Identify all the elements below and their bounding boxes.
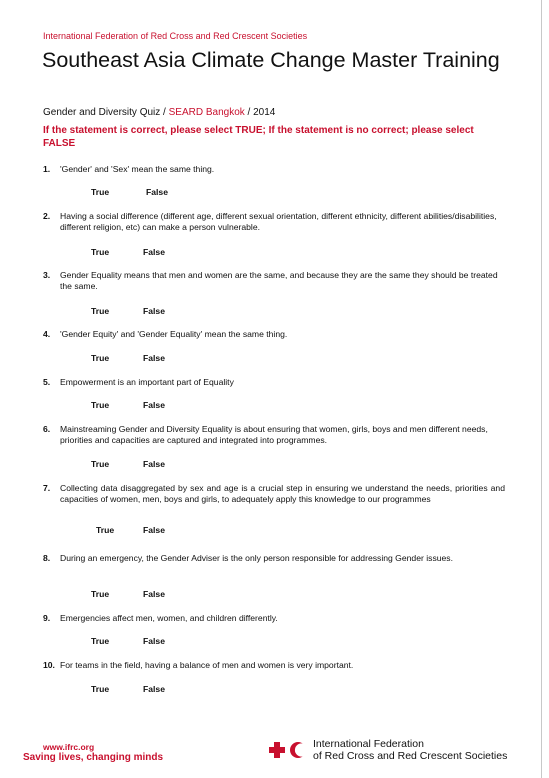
- true-option[interactable]: True: [91, 306, 110, 316]
- question-6: [43, 424, 505, 446]
- question-number: 10.: [43, 660, 55, 670]
- question-number: 5.: [43, 377, 51, 387]
- true-option[interactable]: True: [91, 187, 110, 197]
- false-option[interactable]: False: [143, 247, 165, 257]
- true-option[interactable]: True: [91, 400, 110, 410]
- question-10: [43, 660, 505, 671]
- question-9: [43, 613, 505, 624]
- question-number: 1.: [43, 164, 51, 174]
- question-text: Empowerment is an important part of Equality: [60, 377, 234, 387]
- footer-org-line-2: of Red Cross and Red Crescent Societies: [313, 750, 508, 762]
- red-cross-red-crescent-emblem: [267, 740, 309, 760]
- red-cross-icon: [269, 742, 285, 758]
- false-option[interactable]: False: [143, 306, 165, 316]
- footer-website-link[interactable]: www.ifrc.org: [43, 742, 95, 752]
- question-number: 3.: [43, 270, 51, 280]
- question-8: [43, 553, 505, 564]
- question-7: [43, 483, 505, 505]
- false-option[interactable]: False: [146, 187, 168, 197]
- quiz-name: Gender and Diversity Quiz: [43, 107, 161, 118]
- footer-org-line-1: International Federation: [313, 738, 424, 750]
- question-4: [43, 329, 505, 340]
- question-text: Emergencies affect men, women, and children differently.: [60, 613, 278, 623]
- question-text: 'Gender Equity' and 'Gender Equality' mean the same thing.: [60, 329, 288, 339]
- question-number: 6.: [43, 424, 51, 434]
- question-text: 'Gender' and 'Sex' mean the same thing.: [60, 164, 215, 174]
- false-option[interactable]: False: [143, 589, 165, 599]
- subtitle-separator: /: [160, 107, 169, 118]
- quiz-location: SEARD Bangkok: [168, 107, 245, 118]
- question-text: During an emergency, the Gender Adviser is the only person responsible for addressing Gender issues.: [60, 553, 453, 563]
- true-option[interactable]: True: [91, 459, 110, 469]
- footer-tagline: Saving lives, changing minds: [23, 752, 164, 763]
- question-number: 2.: [43, 211, 51, 221]
- question-text: Collecting data disaggregated by sex and age is a crucial step in ensuring we understand the needs, priorities and capacities of women, men, boys and girls, to adequately apply this knowledge to our programmes: [60, 483, 505, 504]
- question-number: 9.: [43, 613, 51, 623]
- false-option[interactable]: False: [143, 684, 165, 694]
- true-option[interactable]: True: [91, 353, 110, 363]
- page-title: Southeast Asia Climate Change Master Training: [42, 48, 500, 72]
- subtitle-separator: /: [244, 107, 254, 118]
- header-organization: International Federation of Red Cross and Red Crescent Societies: [43, 31, 308, 41]
- question-number: 8.: [43, 553, 51, 563]
- footer-organization: [313, 738, 507, 762]
- false-option[interactable]: False: [143, 459, 165, 469]
- question-text: For teams in the field, having a balance of men and women is very important.: [60, 660, 354, 670]
- instructions: If the statement is correct, please select TRUE; If the statement is no correct; please select FALSE: [43, 125, 474, 149]
- false-option[interactable]: False: [143, 353, 165, 363]
- false-option[interactable]: False: [143, 525, 165, 535]
- true-option[interactable]: True: [91, 247, 110, 257]
- red-crescent-icon: [290, 742, 308, 758]
- question-1: [43, 164, 505, 175]
- true-option[interactable]: True: [91, 589, 110, 599]
- question-5: [43, 377, 505, 388]
- question-text: Mainstreaming Gender and Diversity Equality is about ensuring that women, girls, boys and men different needs, priorities and capacities are captured and integrated into programmes.: [60, 424, 488, 445]
- question-2: [43, 211, 505, 233]
- question-number: 7.: [43, 483, 51, 493]
- question-text: Gender Equality means that men and women are the same, and because they are the same they should be treated the same.: [60, 270, 498, 291]
- true-option[interactable]: True: [91, 684, 110, 694]
- question-number: 4.: [43, 329, 51, 339]
- question-3: [43, 270, 505, 292]
- quiz-subtitle: [43, 107, 275, 118]
- question-text: Having a social difference (different age, different sexual orientation, different ethnicity, different abilities/disabilities, different religion, etc) can make a person vulnerable.: [60, 211, 497, 232]
- false-option[interactable]: False: [143, 400, 165, 410]
- true-option[interactable]: True: [91, 636, 110, 646]
- false-option[interactable]: False: [143, 636, 165, 646]
- quiz-year: 2014: [253, 107, 276, 118]
- true-option[interactable]: True: [96, 525, 115, 535]
